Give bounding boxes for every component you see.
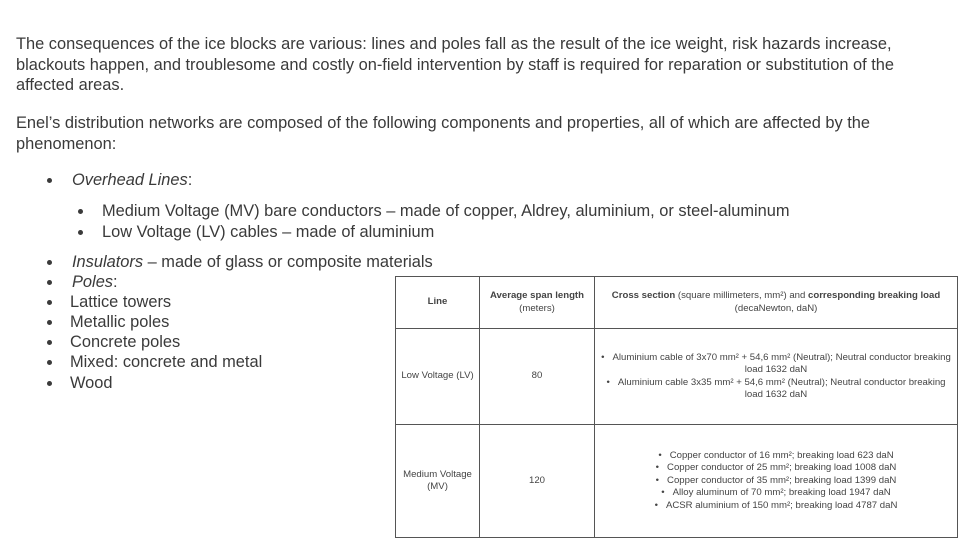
bullet-pole-type [70, 312, 169, 332]
components-paragraph: Enel’s distribution networks are composed of the following components and properties, all of which are affected by the phenomenon: [16, 114, 871, 153]
bullet-dot-icon [47, 340, 52, 345]
bullet-poles [72, 272, 118, 292]
overhead-lines-suffix: : [187, 171, 193, 189]
row-line-lv: Low Voltage (LV) [396, 329, 480, 425]
consequences-paragraph: The consequences of the ice blocks are various: lines and poles fall as the result of the ice weight, risk hazards increase, blackouts happen, and troublesome and costly on-field intervention by staff is required for reparation or substitution of the affected areas. [16, 35, 895, 94]
insulators-rest: – made of glass or composite materials [143, 253, 433, 271]
row-line-mv: Medium Voltage (MV) [396, 425, 480, 538]
table-row [396, 329, 958, 425]
table-row [396, 425, 958, 538]
bullet-dot-icon [78, 230, 83, 235]
overhead-lines-label: Overhead Lines [72, 171, 188, 189]
pole-type-text: Mixed: concrete and metal [70, 353, 263, 371]
bullet-dot-icon [47, 280, 52, 285]
list-item: • Copper conductor of 16 mm²; breaking load 623 daN [599, 450, 953, 463]
sub-bullet-text: Medium Voltage (MV) bare conductors – made of copper, Aldrey, aluminium, or steel-aluminum [102, 202, 790, 220]
row-cross-lv [595, 329, 958, 425]
header-line: Line [396, 277, 480, 329]
bullet-pole-type [70, 352, 262, 372]
header-cross-section: Cross section (square millimeters, mm²) and corresponding breaking load (decaNewton, daN) [595, 277, 958, 329]
bullet-lv-cables [102, 222, 434, 242]
bullet-pole-type [70, 373, 113, 393]
bullet-mv-conductors [102, 201, 790, 221]
list-item: • Aluminium cable of 3x70 mm² + 54,6 mm² (Neutral); Neutral conductor breaking load 1632 daN [599, 352, 953, 377]
bullet-dot-icon [47, 300, 52, 305]
poles-label: Poles [72, 273, 114, 291]
bullet-dot-icon [47, 320, 52, 325]
bullet-pole-type [70, 292, 171, 312]
pole-type-text: Concrete poles [70, 333, 181, 351]
bullet-dot-icon [47, 381, 52, 386]
row-span-mv: 120 [480, 425, 595, 538]
list-item: • Aluminium cable 3x35 mm² + 54,6 mm² (Neutral); Neutral conductor breaking load 1632 daN [599, 377, 953, 402]
bullet-dot-icon [78, 209, 83, 214]
insulators-label: Insulators [72, 253, 144, 271]
poles-suffix: : [113, 273, 118, 291]
row-cross-mv [595, 425, 958, 538]
table-header-row [396, 277, 958, 329]
list-item: • Copper conductor of 25 mm²; breaking load 1008 daN [599, 462, 953, 475]
pole-type-text: Lattice towers [70, 293, 172, 311]
row-span-lv: 80 [480, 329, 595, 425]
pole-type-text: Wood [70, 374, 113, 392]
sub-bullet-text: Low Voltage (LV) cables – made of aluminium [102, 223, 435, 241]
bullet-dot-icon [47, 178, 52, 183]
list-item: • Alloy aluminum of 70 mm²; breaking load 1947 daN [599, 487, 953, 500]
bullet-insulators [72, 252, 433, 272]
list-item: • Copper conductor of 35 mm²; breaking load 1399 daN [599, 475, 953, 488]
bullet-pole-type [70, 332, 180, 352]
header-span: Average span length (meters) [480, 277, 595, 329]
list-item: • ACSR aluminium of 150 mm²; breaking load 4787 daN [599, 500, 953, 513]
bullet-dot-icon [47, 260, 52, 265]
bullet-overhead-lines [72, 170, 192, 190]
bullet-dot-icon [47, 360, 52, 365]
pole-type-text: Metallic poles [70, 313, 170, 331]
conductor-spec-table [395, 276, 958, 538]
